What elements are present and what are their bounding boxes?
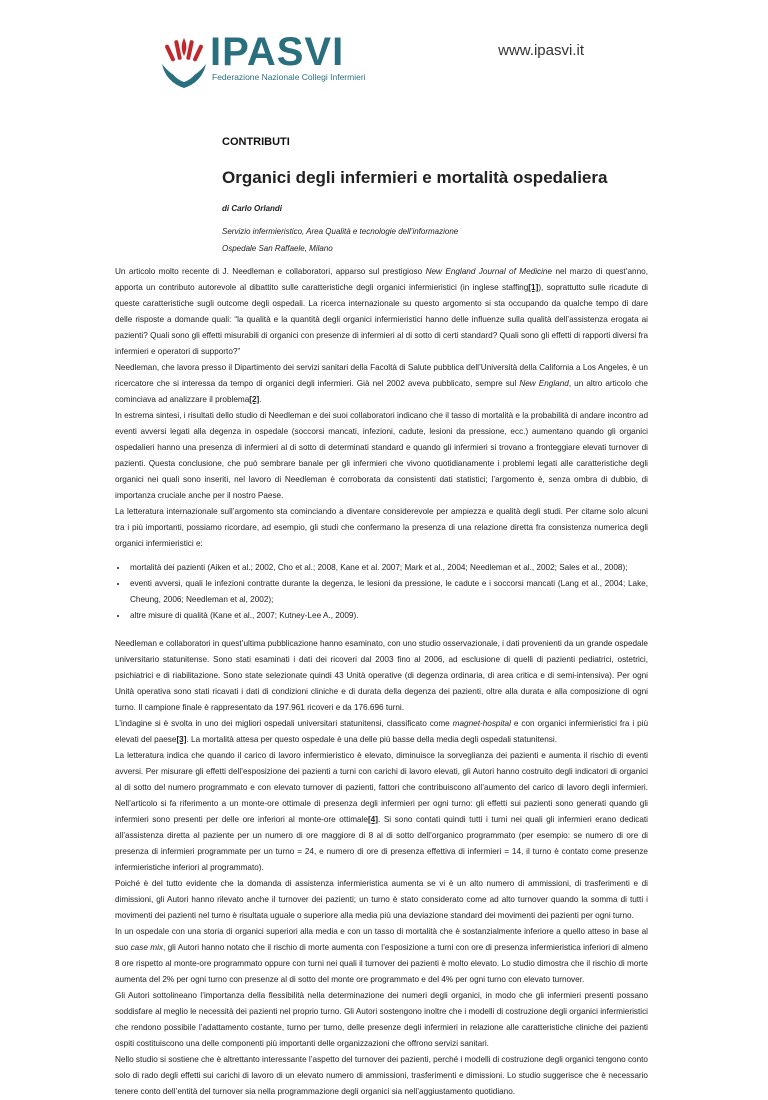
paragraph: Poiché è del tutto evidente che la domanda di assistenza infermieristica aumenta se vi è un alto numero di ammissioni, di trasferimenti e di dimissioni, gli Autori hanno rilevato anche il turnover dei pazienti; un turno è stato considerato come ad alto turnover quando la somma di tutti i movimenti dei pazienti nel turno è risultata uguale o superiore alla media più una deviazione standard dei movimenti dei pazienti per ogni turno. [115,879,648,920]
footnote-link[interactable]: [1] [528,283,539,292]
article-body [115,264,648,1100]
paragraph: Gli Autori sottolineano l’importanza della flessibilità nella determinazione dei numeri degli organici, in modo che gli infermieri presenti possano soddisfare al meglio le necessità dei pazienti nel proprio turno. Gli Autori sostengono inoltre che i modelli di costruzione degli organici infermieristici che rendono possibile l’adattamento costante, turno per turno, delle presenze degli infermieri in relazione alle caratteristiche cliniche dei pazienti ospiti costituiscono una delle componenti più importanti delle organizzazioni che offrono servizi sanitari. [115,991,648,1048]
paragraph: L’indagine si è svolta in uno dei migliori ospedali universitari statunitensi, classificato come magnet-hospital e con organici infermieristici fra i più elevati del paese[3]. La mortalità attesa per questo ospedale è una delle più basse della media degli ospedali statunitensi. [115,719,648,744]
paragraph: Needleman e collaboratori in quest’ultima pubblicazione hanno esaminato, con uno studio osservazionale, i dati provenienti da un grande ospedale universitario statunitense. Sono stati esaminati i dati dei ricoveri dal 2003 fino al 2006, ad esclusione di quelli di pazienti pediatrici, ostetrici, psichiatrici e di riabilitazione. Sono state selezionate quindi 43 Unità operative (di degenza ordinaria, di area critica e di semi-intensiva). Per ogni Unità operativa sono stati ricavati i dati di condizioni cliniche e di durata della degenza dei pazienti, oltre alla durata e alla composizione di ogni turno. Il campione finale è rappresentato da 197.961 ricoveri e da 176.696 turni. [115,639,648,712]
site-url[interactable]: www.ipasvi.it [498,42,584,59]
paragraph: Un articolo molto recente di J. Needleman e collaboratori, apparso sul prestigioso New England Journal of Medicine nel marzo di quest’anno, apporta un contributo autorevole al dibattito sulle caratteristiche degli organici infermieristici (in inglese staffing[1]), soprattutto sulle ricadute di queste caratteristiche sugli outcome degli ospedali. La ricerca internazionale su questo argomento si sta occupando da qualche tempo di dare delle risposte a domande quali: “la qualità e la quantità degli organici infermieristici hanno delle influenze sulla qualità dell’assistenza erogata ai pazienti? Quali sono gli effetti misurabili di organici con presenze di infermieri al di sotto di certi standard? Quali sono gli effetti di rapporti diversi fra infermieri e operatori di supporto?” [115,267,648,356]
paragraph: Needleman, che lavora presso il Dipartimento dei servizi sanitari della Facoltà di Salute pubblica dell’Università della California a Los Angeles, è un ricercatore che si interessa da tempo di organici degli infermieri. Già nel 2002 aveva pubblicato, sempre sul New England, un altro articolo che cominciava ad analizzare il problema[2]. [115,363,648,404]
page-header [0,0,768,110]
paragraph: In un ospedale con una storia di organici superiori alla media e con un tasso di mortalità che è sostanzialmente inferiore a quello atteso in base al suo case mix, gli Autori hanno notato che il rischio di morte aumenta con l’esposizione a turni con ore di presenza infermieristica inferiori di almeno 8 ore rispetto al monte-ore programmato oppure con turni nei quali il turnover dei pazienti è molto elevato. Lo studio dimostra che il rischio di morte aumenta del 2% per ogni turno con presenze al di sotto del monte ore programmato e del 4% per ogni turno con elevato turnover. [115,927,648,984]
section-label: CONTRIBUTI [222,136,290,148]
paragraph: La letteratura internazionale sull’argomento sta cominciando a diventare considerevole per ampiezza e qualità degli studi. Per citarne solo alcuni tra i più importanti, possiamo ricordare, ad esempio, gli studi che confermano la presenza di una relazione diretta fra consistenza numerica degli organici infermieristici e: [115,507,648,548]
logo-subtitle: Federazione Nazionale Collegi Infermieri [212,72,366,82]
paragraph: Nello studio si sostiene che è altrettanto interessante l’aspetto del turnover dei pazienti, perché i modelli di costruzione degli organici tengono conto solo di rado degli effetti sui carichi di lavoro di un elevato numero di ammissioni, trasferimenti e dimissioni. Lo studio suggerisce che è necessario tenere conto dell’entità del turnover sia nella programmazione degli organici sia nell’aggiustamento quotidiano. [115,1055,648,1096]
nursing-emblem-icon [158,34,210,94]
footnote-link[interactable]: [2] [249,395,260,404]
paragraph: La letteratura indica che quando il carico di lavoro infermieristico è elevato, diminuisce la sorveglianza dei pazienti e aumenta il rischio di eventi avversi. Per misurare gli effetti dell’esposizione dei pazienti a turni con carichi di lavoro elevati, gli Autori hanno costruito degli indicatori di organici al di sotto del numero programmato e con elevato turnover di pazienti, fattori che contribuiscono all’aumento del carico di lavoro degli infermieri. Nell’articolo si fa riferimento a un monte-ore ottimale di presenza degli infermieri per ogni turno: gli effetti sui pazienti sono generati quando gli infermieri sono presenti per delle ore inferiori al monte-ore ottimale[4]. Si sono contati quindi tutti i turni nei quali gli infermieri erano dedicati all’assistenza diretta al paziente per un numero di ore maggiore di 8 al di sotto dell’organico programmato (per esempio: se numero di ore di presenza di infermieri programmate per un turno = 24, e numero di ore di presenza effettiva di infermieri = 14, il turno è contato come presenze infermieristiche inferiori al programmato). [115,751,648,872]
footnote-link[interactable]: [4] [367,815,378,824]
logo-wordmark: IPASVI [210,30,345,74]
list-item: • eventi avversi, quali le infezioni contratte durante la degenza, le lesioni da pressione, le cadute e i soccorsi mancati (Lang et al., 2004; Lake, Cheung, 2006; Needleman et al, 2002); [128,576,648,608]
ipasvi-logo [158,30,398,94]
article-author: di Carlo Orlandi [222,204,283,213]
list-item: • mortalità dei pazienti (Aiken et al.; 2002, Cho et al.; 2008, Kane et al. 2007; Mark et al., 2004; Needleman et al., 2002; Sales et al., 2008); [128,560,648,576]
bullet-list [115,560,648,624]
paragraph: In estrema sintesi, i risultati dello studio di Needleman e dei suoi collaboratori indicano che il tasso di mortalità e la probabilità di andare incontro ad eventi avversi legati alla degenza in ospedale (soccorsi mancati, infezioni, cadute, lesioni da pressione, ecc.) aumentano quando gli organici ospedalieri hanno una presenza di infermieri al di sotto di determinati standard e quando gli infermieri si trovano a fronteggiare elevati turnover di pazienti. Questa conclusione, che può sembrare banale per gli infermieri che vivono quotidianamente i problemi legati alle caratteristiche degli organici nei quali sono inseriti, nel lavoro di Needleman è corroborata da consistenti dati statistici; l’argomento è, senza ombra di dubbio, di importanza cruciale anche per il nostro Paese. [115,411,648,500]
list-item: • altre misure di qualità (Kane et al., 2007; Kutney-Lee A., 2009). [128,608,648,624]
author-affiliation: Servizio infermieristico, Area Qualità e tecnologie dell’informazione [222,227,459,236]
article-title: Organici degli infermieri e mortalità ospedaliera [222,168,608,187]
footnote-link[interactable]: [3] [176,735,187,744]
author-institution: Ospedale San Raffaele, Milano [222,244,333,253]
